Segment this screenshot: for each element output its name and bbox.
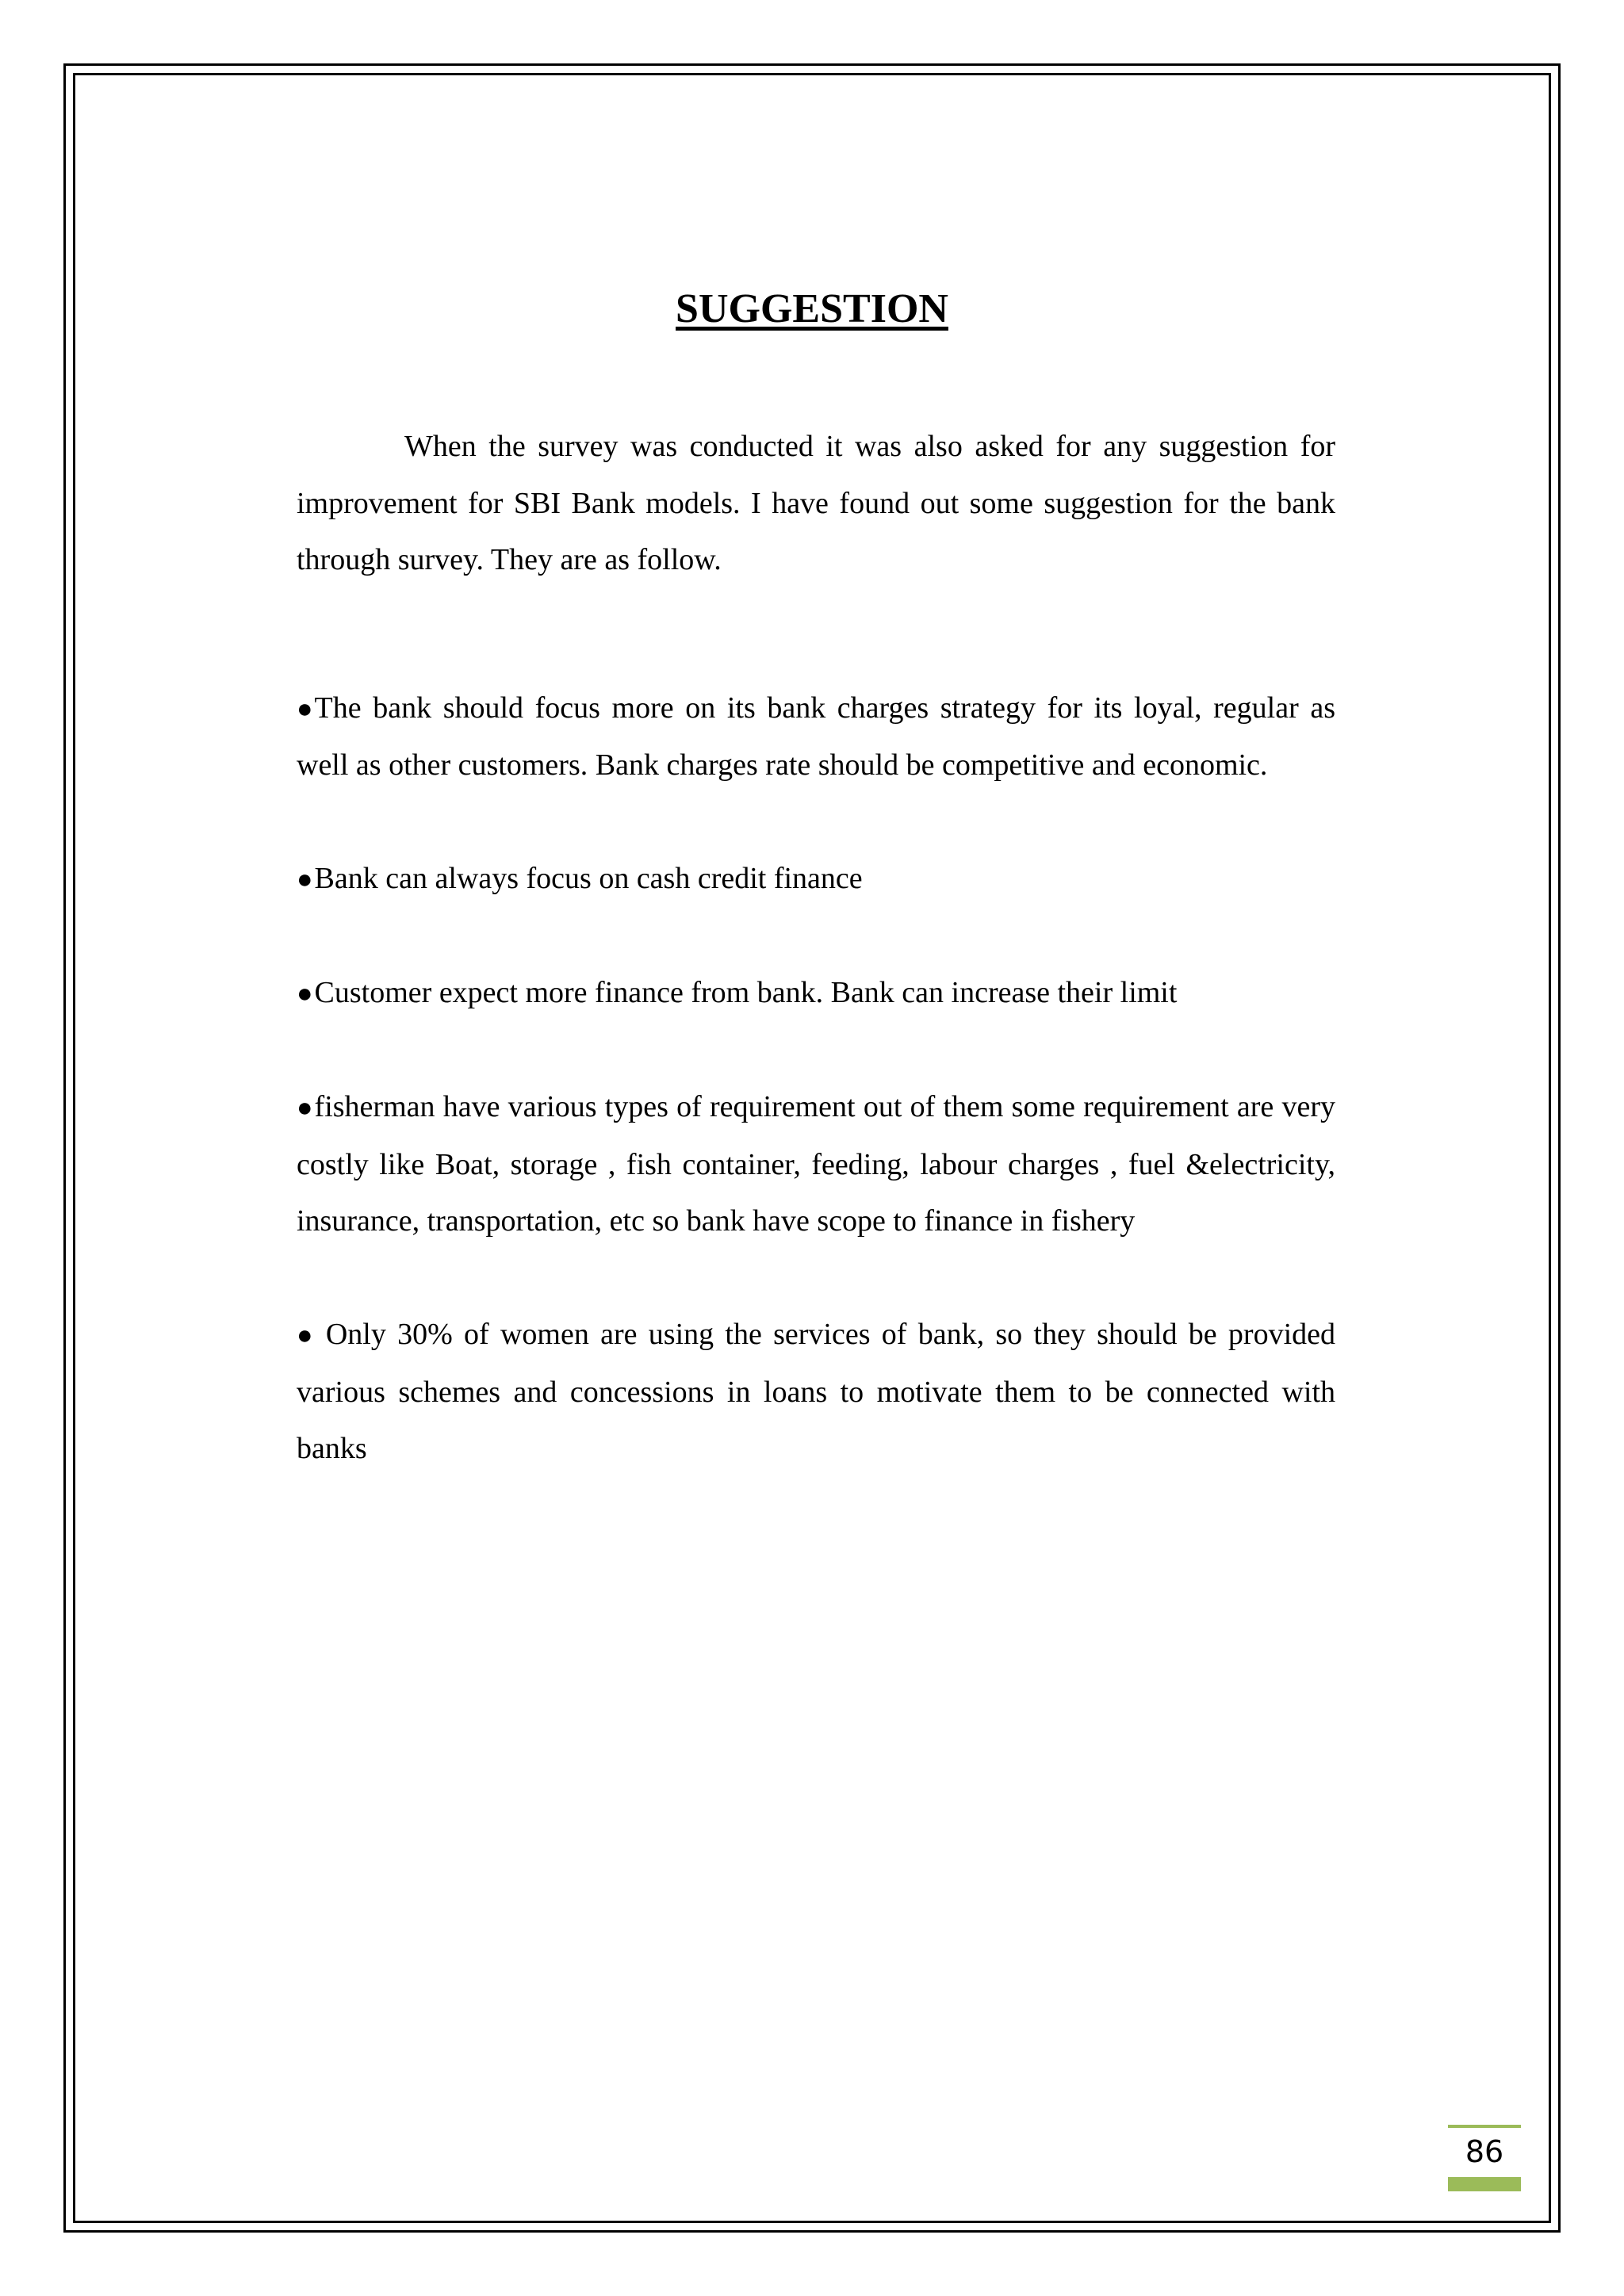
bullet-icon: ● xyxy=(297,865,313,894)
page-title: SUGGESTION xyxy=(676,286,948,331)
list-item xyxy=(297,1307,1335,1478)
intro-paragraph: When the survey was conducted it was also asked for any suggestion for improvement for SBI Bank models. I have found out some suggestion for the bank through survey. They are as follow. xyxy=(297,430,1335,576)
list-item xyxy=(297,1079,1335,1250)
footer-accent-bar xyxy=(1448,2177,1521,2191)
document-body xyxy=(297,419,1335,1478)
bullet-icon: ● xyxy=(297,694,313,724)
bullet-icon: ● xyxy=(297,1321,313,1350)
list-item xyxy=(297,965,1335,1023)
suggestion-text: fisherman have various types of requirement out of them some requirement are very costly like Boat, storage , fish container, feeding, labour charges , fuel &electricity, insurance, transportation, etc so bank have scope to finance in fishery xyxy=(297,1090,1335,1238)
suggestion-text: Only 30% of women are using the services of bank, so they should be provided various schemes and concessions in loans to motivate them to be connected with banks xyxy=(297,1318,1335,1465)
suggestion-list xyxy=(297,680,1335,1478)
list-item xyxy=(297,680,1335,794)
suggestion-text: The bank should focus more on its bank charges strategy for its loyal, regular as well as other customers. Bank charges rate should be competitive and economic. xyxy=(297,691,1335,782)
suggestion-text: Bank can always focus on cash credit finance xyxy=(314,862,863,895)
bullet-icon: ● xyxy=(297,1093,313,1123)
suggestion-text: Customer expect more finance from bank. Bank can increase their limit xyxy=(314,976,1178,1009)
footer-accent-line xyxy=(1448,2125,1521,2128)
bullet-icon: ● xyxy=(297,979,313,1008)
list-item xyxy=(297,851,1335,909)
page-number: 86 xyxy=(1465,2134,1504,2169)
page-footer xyxy=(1448,2125,1521,2191)
